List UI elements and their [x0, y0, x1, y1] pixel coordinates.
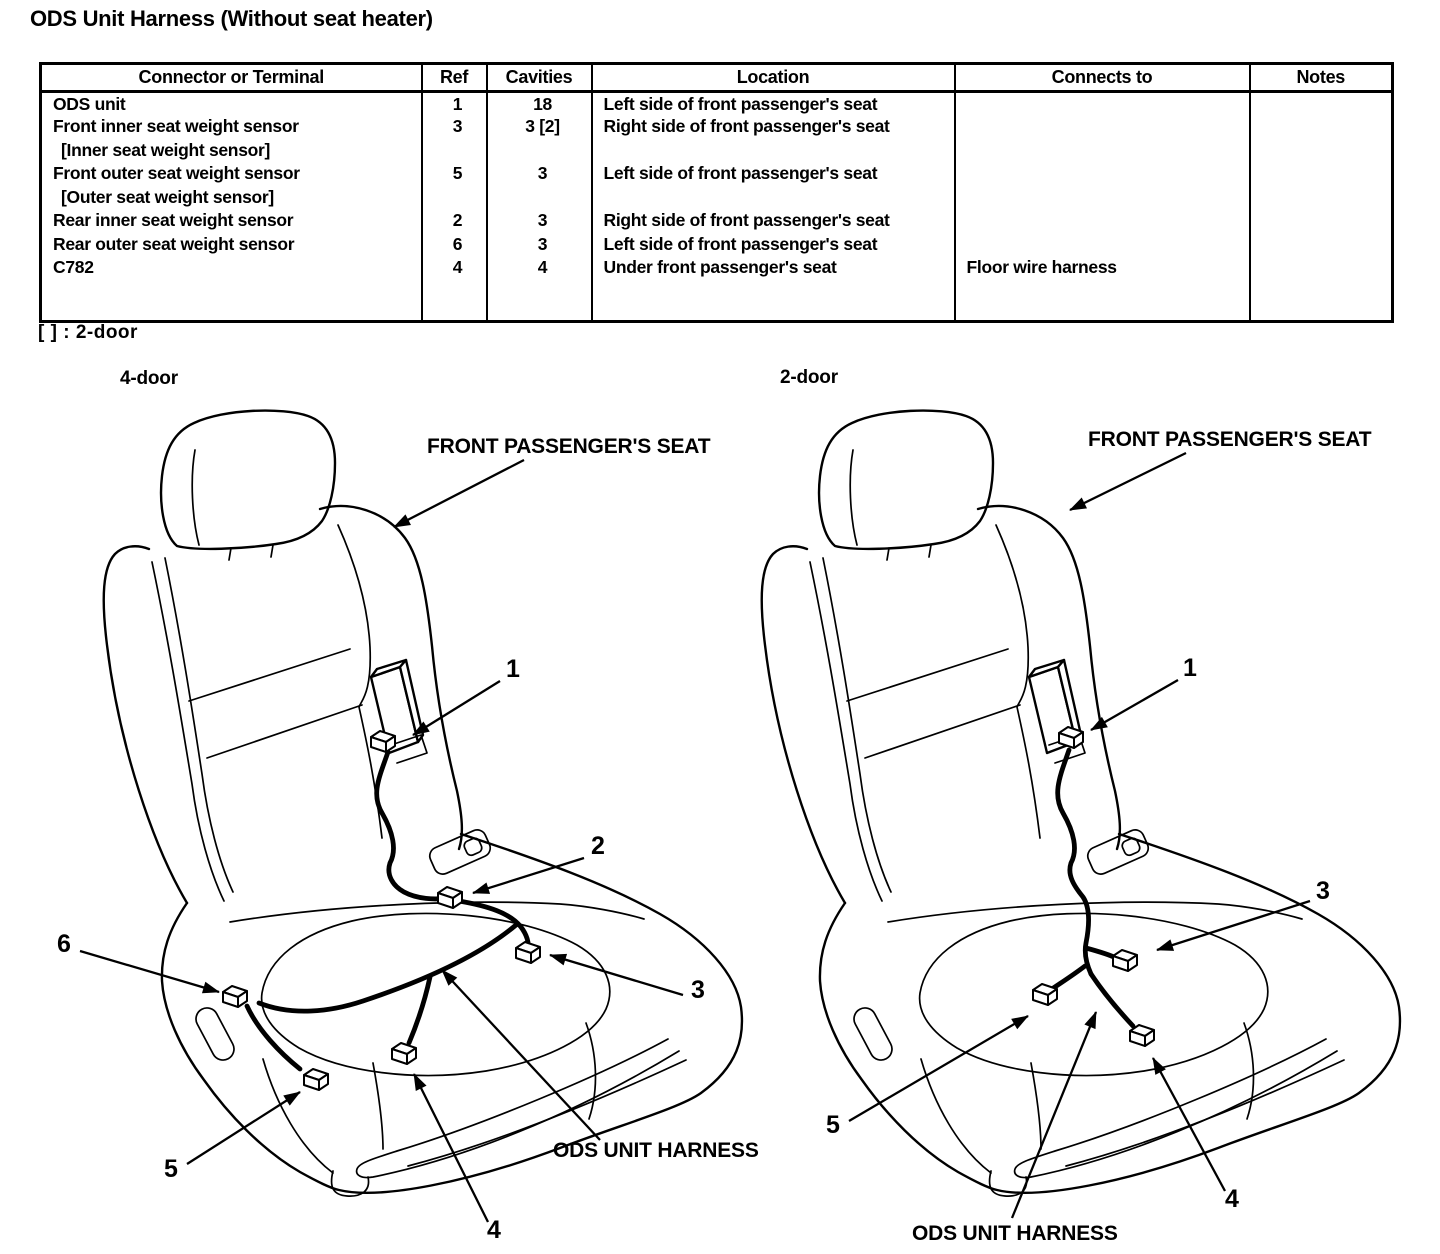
col-header-notes: Notes	[1250, 64, 1393, 92]
harness-pointer-label: ODS UNIT HARNESS	[553, 1139, 759, 1162]
leader-arrow	[1153, 1058, 1225, 1191]
cell-connector: [Outer seat weight sensor]	[41, 186, 422, 210]
connector-cube	[1059, 727, 1083, 748]
col-header-connector: Connector or Terminal	[41, 64, 422, 92]
callout-number: 4	[1225, 1185, 1239, 1213]
cell-connector: [Inner seat weight sensor]	[41, 139, 422, 163]
leader-arrow	[473, 858, 584, 893]
connector-cube	[392, 1043, 416, 1064]
callout-number: 2	[591, 832, 605, 860]
leader-arrow	[187, 1092, 300, 1164]
ods-harness-4door	[247, 752, 528, 1069]
leader-arrow	[1091, 680, 1178, 730]
diagram-label-2door: 2-door	[780, 367, 838, 388]
seat-4door	[104, 411, 742, 1197]
cell-connector: C782	[41, 256, 422, 280]
callout-number: 6	[57, 930, 71, 958]
leader-arrow	[80, 951, 219, 992]
diagram-label-4door: 4-door	[120, 368, 178, 389]
cell-ref: 4	[422, 256, 487, 280]
page-title: ODS Unit Harness (Without seat heater)	[30, 6, 433, 31]
callout-number: 5	[164, 1155, 178, 1183]
seat-2door	[762, 411, 1400, 1197]
connector-cube	[516, 942, 540, 963]
connector-cube	[438, 887, 462, 908]
cell-location: Under front passenger's seat	[592, 256, 955, 280]
cell-ref: 5	[422, 162, 487, 186]
cell-location: Left side of front passenger's seat	[592, 233, 955, 257]
connector-cube	[1113, 950, 1137, 971]
cell-ref: 1	[422, 92, 487, 116]
col-header-location: Location	[592, 64, 955, 92]
cell-location: Left side of front passenger's seat	[592, 162, 955, 186]
leader-arrow	[442, 970, 600, 1140]
cell-ref: 6	[422, 233, 487, 257]
connector-cube	[371, 731, 395, 752]
callout-number: 4	[487, 1216, 501, 1244]
cell-cavities: 18	[487, 92, 592, 116]
cell-connector: Rear inner seat weight sensor	[41, 209, 422, 233]
callout-number: 5	[826, 1111, 840, 1139]
leader-arrow	[1157, 901, 1310, 950]
connector-cube	[1130, 1025, 1154, 1046]
cell-ref: 3	[422, 115, 487, 139]
cell-connects-to: Floor wire harness	[955, 256, 1250, 280]
cell-connector: ODS unit	[41, 92, 422, 116]
connector-cube	[304, 1069, 328, 1090]
cell-cavities: 3	[487, 162, 592, 186]
annotations-4door	[57, 435, 759, 1244]
cell-cavities: 3 [2]	[487, 115, 592, 139]
cell-location: Right side of front passenger's seat	[592, 209, 955, 233]
cell-cavities: 4	[487, 256, 592, 280]
col-header-connects-to: Connects to	[955, 64, 1250, 92]
callout-number: 1	[1183, 654, 1197, 682]
seat-pointer-label: FRONT PASSENGER'S SEAT	[1088, 428, 1372, 451]
bracket-legend: [ ] : 2-door	[38, 322, 138, 343]
cell-connector: Rear outer seat weight sensor	[41, 233, 422, 257]
col-header-cavities: Cavities	[487, 64, 592, 92]
harness-pointer-label: ODS UNIT HARNESS	[912, 1222, 1118, 1245]
cell-location: Left side of front passenger's seat	[592, 92, 955, 116]
callout-number: 1	[506, 655, 520, 683]
leader-arrow	[550, 955, 683, 995]
cell-cavities: 3	[487, 209, 592, 233]
cell-location: Right side of front passenger's seat	[592, 115, 955, 139]
seat-pointer-label: FRONT PASSENGER'S SEAT	[427, 435, 711, 458]
leader-arrow	[394, 460, 524, 527]
connectors-2door	[1033, 727, 1154, 1046]
cell-ref: 2	[422, 209, 487, 233]
leader-arrow	[413, 681, 500, 735]
leader-arrow	[1070, 453, 1186, 510]
callout-number: 3	[1316, 877, 1330, 905]
cell-connector: Front outer seat weight sensor	[41, 162, 422, 186]
connector-cube	[223, 986, 247, 1007]
cell-connector: Front inner seat weight sensor	[41, 115, 422, 139]
connector-cube	[1033, 984, 1057, 1005]
col-header-ref: Ref	[422, 64, 487, 92]
cell-cavities: 3	[487, 233, 592, 257]
ods-harness-2door	[1049, 750, 1133, 1026]
callout-number: 3	[691, 976, 705, 1004]
